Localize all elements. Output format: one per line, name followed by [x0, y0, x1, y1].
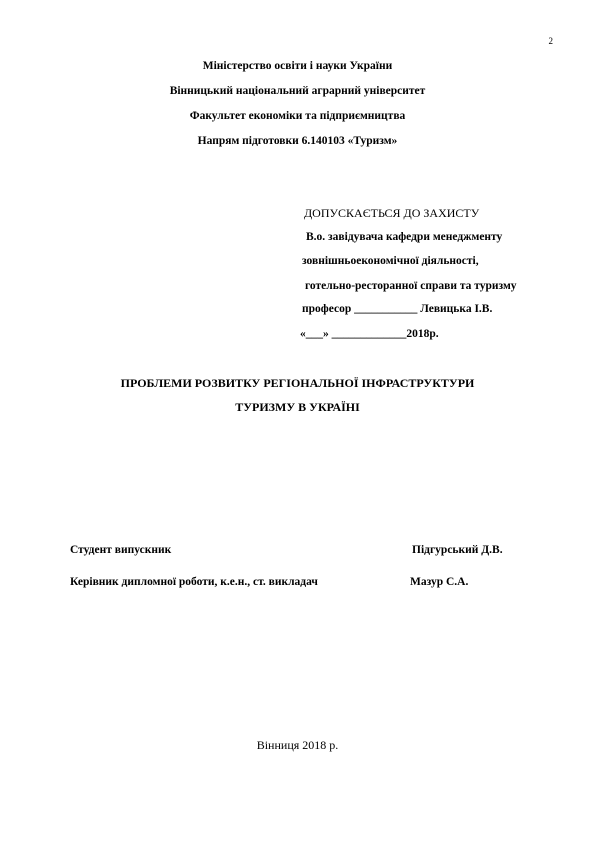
approval-department-1: зовнішньоекономічної діяльності, [302, 255, 479, 267]
approval-date-line: «___» _____________2018р. [300, 328, 439, 340]
page-number: 2 [548, 36, 553, 46]
student-name: Підгурський Д.В. [412, 544, 503, 556]
approval-signature-line: професор ___________ Левицька І.В. [302, 303, 493, 315]
city-year: Вінниця 2018 р. [256, 738, 339, 752]
student-label: Студент випускник [70, 544, 172, 556]
thesis-title-line-2: ТУРИЗМУ В УКРАЇНІ [235, 400, 360, 414]
approval-heading: ДОПУСКАЄТЬСЯ ДО ЗАХИСТУ [304, 206, 480, 220]
university-heading: Вінницький національний аграрний університет [169, 85, 426, 97]
faculty-heading: Факультет економіки та підприємництва [189, 110, 406, 122]
ministry-heading: Міністерство освіти і науки України [202, 60, 393, 72]
supervisor-name: Мазур С.А. [410, 576, 469, 588]
direction-heading: Напрям підготовки 6.140103 «Туризм» [197, 135, 398, 147]
approval-department-2: готельно-ресторанної справи та туризму [305, 280, 517, 292]
thesis-title-line-1: ПРОБЛЕМИ РОЗВИТКУ РЕГІОНАЛЬНОЇ ІНФРАСТРУКТУРИ [120, 376, 475, 390]
supervisor-label: Керівник дипломної роботи, к.е.н., ст. викладач [70, 576, 318, 588]
approval-position: В.о. завідувача кафедри менеджменту [306, 231, 503, 243]
